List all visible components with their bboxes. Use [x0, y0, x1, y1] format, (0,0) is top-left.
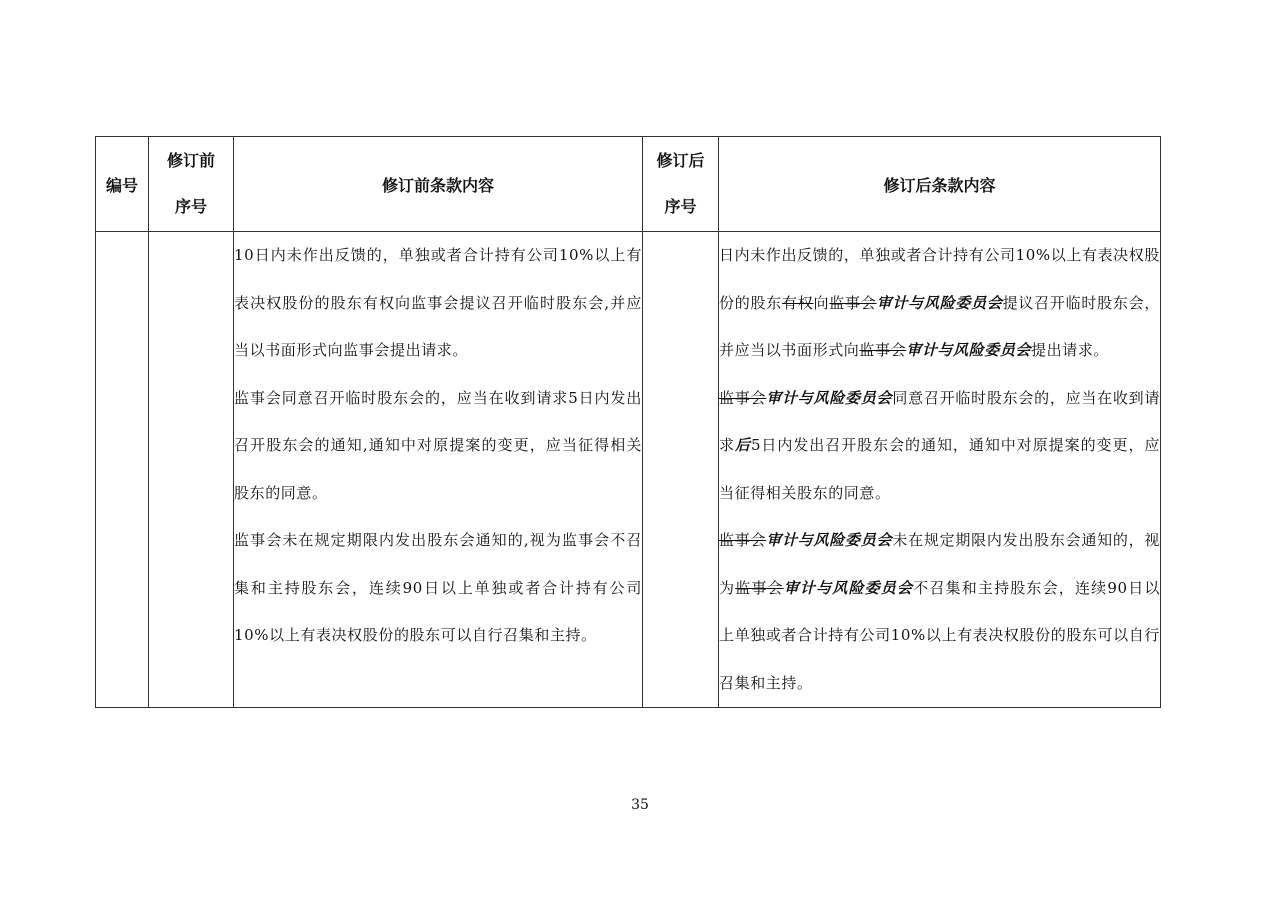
inserted-text: 审计与风险委员会 [876, 293, 1003, 312]
after-paragraph-3 [719, 517, 1160, 707]
header-after-seq [643, 137, 719, 232]
after-paragraph-2 [719, 375, 1160, 518]
cell-after-seq [643, 232, 719, 708]
after-text: 日内未作出反馈的，单独或者合计持有公司10%以上有表决权股份的股东 [719, 246, 1160, 312]
header-before-seq-line1: 修订前 [166, 151, 215, 170]
after-text: 未在规定期限内发出股东会通知的，视为 [719, 531, 1160, 597]
deleted-text: 监事会 [859, 341, 907, 359]
before-paragraph-2: 监事会同意召开临时股东会的，应当在收到请求5日内发出召开股东会的通知,通知中对原提案的变更，应当征得相关股东的同意。 [234, 388, 642, 502]
after-text: 提议召开临时股东会，并应当以书面形式向 [719, 293, 1160, 359]
inserted-text: 审计与风险委员会 [906, 341, 1032, 359]
after-text: 不召集和主持股东会，连续90日以上单独或者合计持有公司10%以上有表决权股份的股东可以自行召集和主持。 [719, 578, 1160, 692]
header-after-seq-line1: 修订后 [656, 151, 705, 170]
inserted-text: 审计与风险委员会 [783, 578, 914, 597]
cell-before-content [234, 232, 643, 708]
before-paragraph-3: 监事会未在规定期限内发出股东会通知的,视为监事会不召集和主持股东会，连续90日以上单独或者合计持有公司10%以上有表决权股份的股东可以自行召集和主持。 [234, 531, 642, 644]
deleted-text: 有权 [782, 293, 814, 312]
header-after-seq-line2: 序号 [664, 197, 697, 216]
deleted-text: 监事会 [735, 578, 784, 597]
cell-after-content [719, 232, 1161, 708]
deleted-text: 监事会 [829, 293, 877, 312]
revision-comparison-table [95, 136, 1161, 708]
deleted-text: 监事会 [719, 531, 767, 549]
before-paragraph-1: 10日内未作出反馈的，单独或者合计持有公司10%以上有表决权股份的股东有权向监事会提议召开临时股东会,并应当以书面形式向监事会提出请求。 [234, 246, 642, 359]
header-before-content: 修订前条款内容 [234, 137, 643, 232]
inserted-text: 后 [734, 436, 751, 454]
cell-number [96, 232, 149, 708]
page-number: 35 [631, 797, 649, 813]
after-paragraph-1 [719, 232, 1160, 375]
after-text: 提出请求。 [1031, 341, 1110, 359]
inserted-text: 审计与风险委员会 [766, 531, 893, 549]
header-number: 编号 [96, 137, 149, 232]
after-text: 5日内发出召开股东会的通知，通知中对原提案的变更，应当征得相关股东的同意。 [719, 436, 1160, 502]
header-before-seq-line2: 序号 [174, 197, 207, 216]
deleted-text: 监事会 [719, 388, 767, 407]
cell-before-seq [149, 232, 234, 708]
after-text: 向 [813, 293, 830, 312]
header-before-seq [149, 137, 234, 232]
header-after-content: 修订后条款内容 [719, 137, 1161, 232]
after-text: 同意召开临时股东会的，应当在收到请求 [719, 388, 1160, 454]
table-row [96, 232, 1161, 708]
inserted-text: 审计与风险委员会 [766, 388, 893, 407]
table-header-row [96, 137, 1161, 232]
